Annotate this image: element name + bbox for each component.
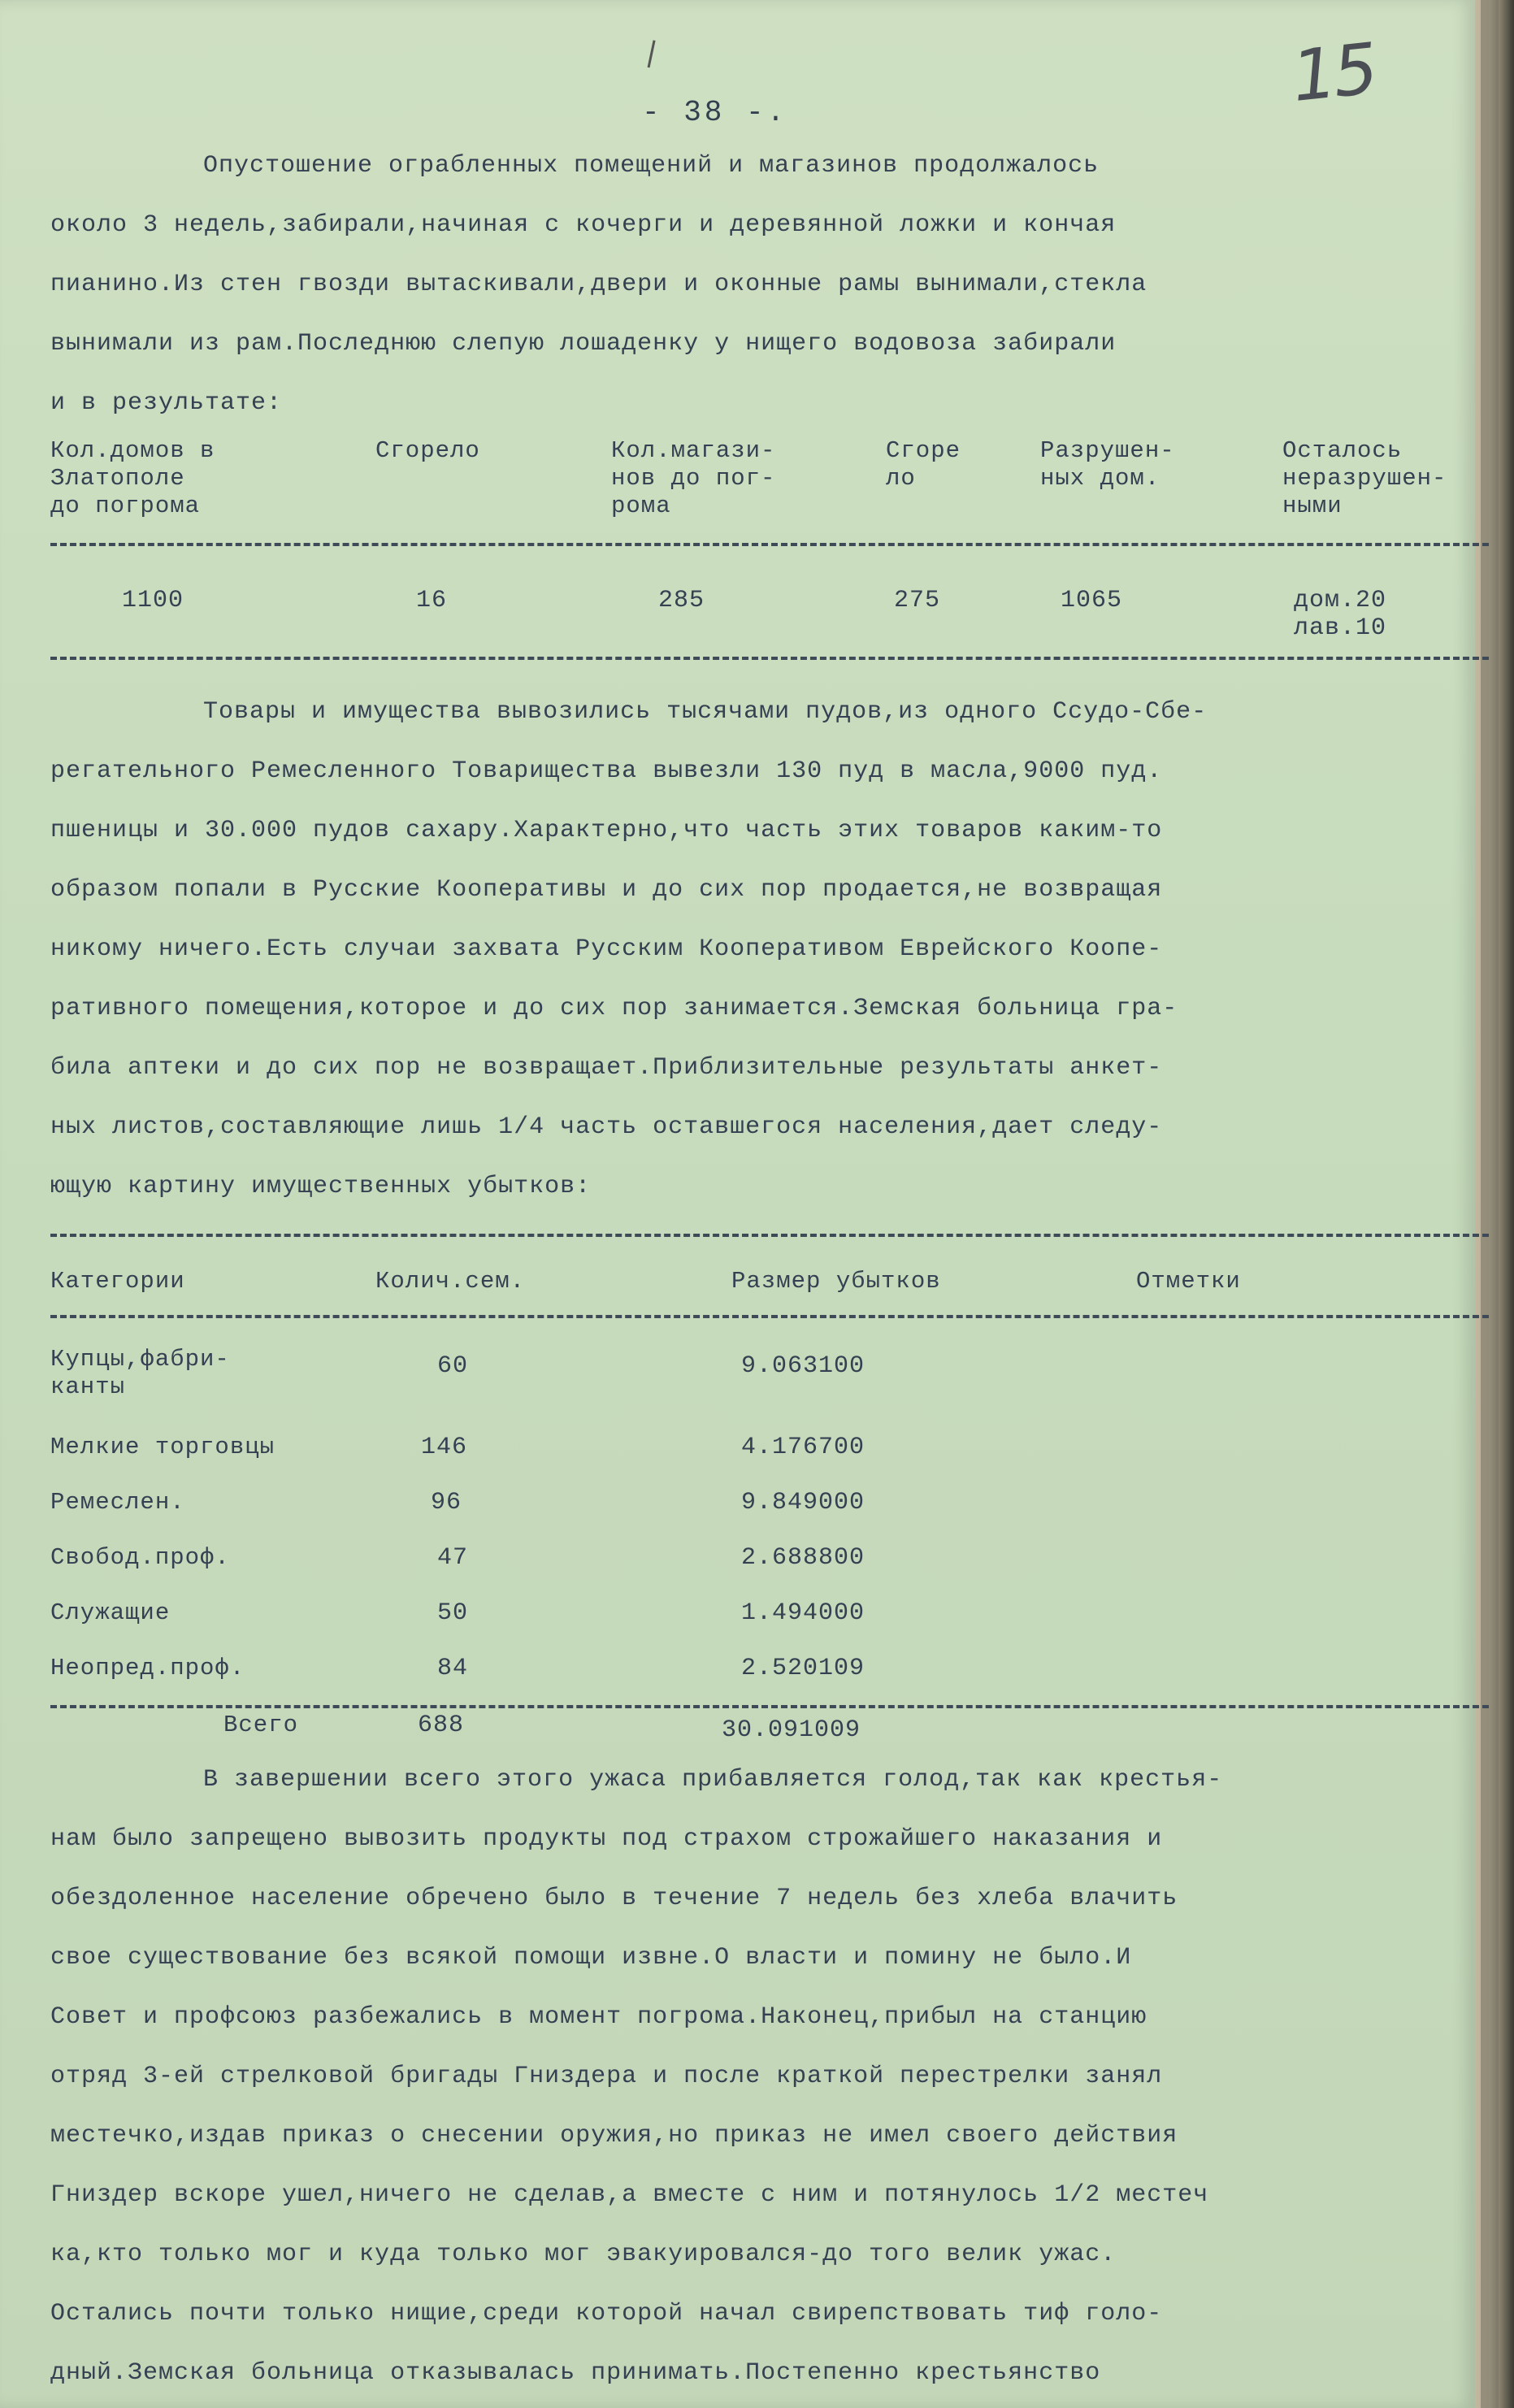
table-row-category: Свобод.проф.: [50, 1544, 230, 1571]
paragraph-intro: Опустошение ограбленных помещений и магазинов продолжалось около 3 недель,забирали,начиная с кочерги и деревянной ложки и кончая пианино.Из стен гвозди вытаскивали,двери и оконные рамы вынимали,стекла вынимали из рам.Последнюю слепую лошаденку у нищего водовоза забирали и в результате:: [50, 152, 1147, 417]
paragraph-conclusion: В завершении всего этого ужаса прибавляется голод,так как крестья- нам было запрещено вывозить продукты под страхом строжайшего наказания и обездоленное население обречено было в течение 7 недель без хлеба влачить свое существование без всякой помощи извне.О власти и помину не было.И Совет и профсоюз разбежались в момент погрома.Наконец,прибыл на станцию отряд 3-ей стрелковой бригады Гниздера и после краткой перестрелки занял местечко,издав приказ о снесении оружия,но приказ не имел своего действия Гниздер вскоре ушел,ничего не сделав,а вместе с ним и потянулось 1/2 местеч ка,кто только мог и куда только мог эвакуировался-до того велик ужас. Остались почти только нищие,среди которой начал свирепствовать тиф голо- дный.Земская больница отказывалась принимать.Постепенно крестьянство: [50, 1766, 1223, 2387]
folder-binding: [1481, 0, 1499, 2408]
header-families: Колич.сем.: [375, 1268, 526, 1295]
table-row-families: 47: [437, 1544, 469, 1572]
table-row-amount: 9.849000: [741, 1489, 865, 1516]
value-remaining: дом.20 лав.10: [1294, 587, 1387, 642]
header-category: Категории: [50, 1268, 185, 1295]
header-houses: Кол.домов в Златополе до погрома: [50, 437, 215, 519]
header-amount: Размер убытков: [731, 1268, 941, 1295]
table-rule: [50, 1234, 1489, 1237]
table-row-category: Мелкие торговцы: [50, 1434, 275, 1460]
header-shops-burned: Сгоре ло: [886, 437, 961, 492]
header-notes: Отметки: [1136, 1268, 1241, 1295]
value-burned: 16: [416, 587, 448, 614]
table-row-category: Ремеслен.: [50, 1489, 185, 1516]
table-row-families: 84: [437, 1655, 469, 1682]
pencil-mark: [648, 40, 661, 68]
table-row-category: Неопред.проф.: [50, 1655, 245, 1681]
table-rule: [50, 543, 1489, 546]
value-shops: 285: [658, 587, 705, 614]
header-destroyed: Разрушен- ных дом.: [1040, 437, 1175, 492]
table-row-category: Служащие: [50, 1599, 171, 1626]
table-row-amount: 9.063100: [741, 1352, 865, 1380]
value-destroyed: 1065: [1061, 587, 1123, 614]
table-row-amount: 2.688800: [741, 1544, 865, 1572]
total-label: Всего: [223, 1712, 299, 1738]
page-number: - 38 -.: [642, 96, 788, 129]
table-rule: [50, 1705, 1489, 1708]
table-row-amount: 2.520109: [741, 1655, 865, 1682]
table-row-amount: 1.494000: [741, 1599, 865, 1627]
total-families: 688: [418, 1712, 465, 1739]
value-houses: 1100: [122, 587, 184, 614]
table-row-category: Купцы,фабри- канты: [50, 1346, 230, 1400]
header-remaining: Осталось неразрушен- ными: [1282, 437, 1447, 519]
handwritten-folio-number: 15: [1288, 28, 1379, 119]
header-burned: Сгорело: [375, 437, 480, 464]
table-rule: [50, 1315, 1489, 1318]
value-shops-burned: 275: [894, 587, 941, 614]
table-row-families: 146: [421, 1434, 468, 1461]
table-rule: [50, 657, 1489, 660]
header-shops: Кол.магази- нов до пог- рома: [611, 437, 776, 519]
table-row-families: 50: [437, 1599, 469, 1627]
total-amount: 30.091009: [722, 1716, 861, 1744]
paragraph-goods: Товары и имущества вывозились тысячами пудов,из одного Ссудо-Сбе- регательного Ремесленного Товарищества вывезли 130 пуд в масла,9000 пуд. пшеницы и 30.000 пудов сахару.Характерно,что часть этих товаров каким-то образом попали в Русские Кооперативы и до сих пор продается,не возвращая никому ничего.Есть случаи захвата Русским Кооперативом Еврейского Коопе- ративного помещения,которое и до сих пор занимается.Земская больница гра- била аптеки и до сих пор не возвращает.Приблизительные результаты анкет- ных листов,составляющие лишь 1/4 часть оставшегося населения,дает следу- ющую картину имущественных убытков:: [50, 698, 1208, 1200]
table-row-families: 60: [437, 1352, 469, 1380]
table-row-amount: 4.176700: [741, 1434, 865, 1461]
table-row-families: 96: [431, 1489, 462, 1516]
